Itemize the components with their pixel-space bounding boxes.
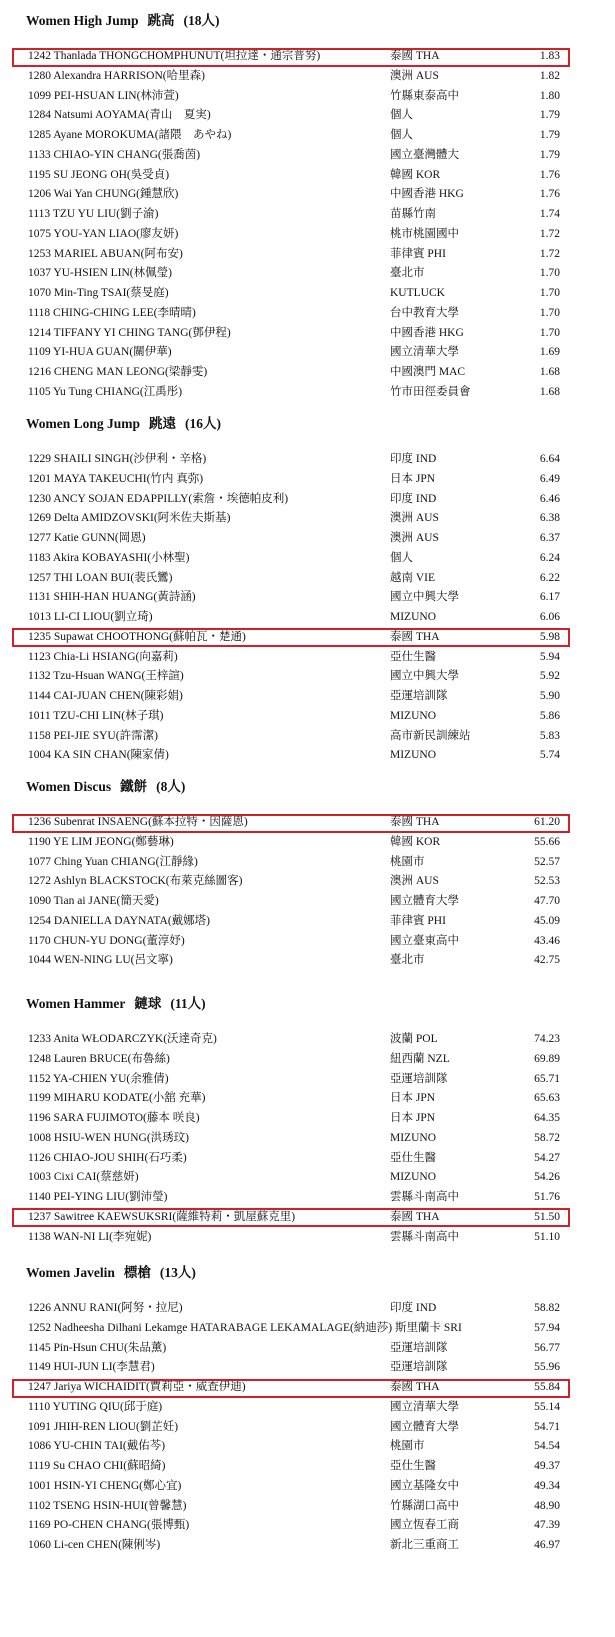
athlete-team: 泰國 THA [390, 630, 440, 643]
athlete-name: 1237 Sawitree KAEWSUKSRI(薩維特莉・凱屋蘇克里) [28, 1210, 296, 1223]
athlete-mark: 65.63 [534, 1092, 560, 1105]
result-row [0, 951, 615, 971]
result-row [0, 1109, 615, 1129]
result-row [0, 932, 615, 952]
result-row [0, 1358, 615, 1378]
athlete-name: 1230 ANCY SOJAN EDAPPILLY(索詹・埃德帕皮利) [28, 492, 289, 505]
result-row-highlighted [0, 813, 615, 833]
athlete-name: 1247 Jariya WICHAIDIT(賈莉亞・威查伊迪) [28, 1381, 246, 1393]
athlete-name: 1201 MAYA TAKEUCHI(竹内 真弥) [28, 472, 204, 485]
athlete-mark: 1.83 [539, 50, 560, 62]
athlete-name: 1113 TZU YU LIU(劉子渝) [28, 208, 159, 220]
athlete-name: 1169 PO-CHEN CHANG(張博甄) [28, 1519, 190, 1532]
result-row [0, 833, 615, 853]
athlete-team: 亞運培訓隊 [390, 690, 448, 702]
result-row [0, 509, 615, 529]
athlete-team: 菲律賓 PHI [390, 914, 446, 927]
athlete-name: 1004 KA SIN CHAN(陳家倩) [28, 749, 169, 762]
athlete-name: 1131 SHIH-HAN HUANG(黃詩涵) [28, 591, 196, 604]
result-row [0, 1437, 615, 1457]
athlete-name: 1105 Yu Tung CHIANG(江禹彤) [28, 385, 183, 398]
athlete-team: 澳洲 AUS [390, 512, 439, 525]
athlete-team: 泰國 THA [390, 1210, 440, 1223]
athlete-team: 日本 JPN [390, 472, 436, 485]
athlete-name: 1118 CHING-CHING LEE(李晴晴) [28, 306, 196, 319]
athlete-team: 雲縣斗南高中 [390, 1230, 459, 1243]
result-row [0, 1398, 615, 1418]
athlete-name: 1229 SHAILI SINGH(沙伊利・辛格) [28, 453, 207, 465]
athlete-team: 國立清華大學 [390, 346, 459, 359]
athlete-team: 澳洲 AUS [390, 875, 439, 888]
heading-title-zh: 鏈球 [134, 996, 162, 1011]
athlete-team: 國立體育大學 [390, 1420, 459, 1433]
athlete-name: 1013 LI-CI LIOU(劉立琦) [28, 611, 153, 623]
athlete-team: MIZUNO [390, 709, 436, 722]
result-row [0, 1536, 615, 1556]
athlete-mark: 55.84 [534, 1381, 560, 1393]
athlete-mark: 48.90 [534, 1499, 560, 1512]
athlete-name: 1152 YA-CHIEN YU(余雅倩) [28, 1072, 169, 1085]
athlete-mark: 1.70 [539, 287, 560, 299]
result-row [0, 1089, 615, 1109]
athlete-name: 1133 CHIAO-YIN CHANG(張喬茵) [28, 148, 201, 161]
result-row-highlighted [0, 1378, 615, 1398]
athlete-mark: 6.46 [539, 492, 560, 505]
athlete-mark: 1.76 [539, 168, 560, 181]
athlete-team: 澳洲 AUS [390, 69, 439, 82]
athlete-name: 1086 YU-CHIN TAI(戴佑芩) [28, 1440, 166, 1453]
athlete-name: 1158 PEI-JIE SYU(許霈潔) [28, 729, 158, 742]
athlete-mark: 74.23 [534, 1033, 560, 1045]
athlete-team: 亞運培訓隊 [390, 1361, 448, 1374]
result-row [0, 1129, 615, 1149]
athlete-name: 1140 PEI-YING LIU(劉沛瑩) [28, 1191, 168, 1203]
result-row [0, 470, 615, 490]
athlete-mark: 1.69 [539, 346, 560, 359]
result-row-highlighted [0, 628, 615, 648]
athlete-team: 亞仕生醫 [390, 1460, 436, 1472]
result-row [0, 1149, 615, 1169]
heading-title-zh: 標槍 [123, 1265, 151, 1280]
athlete-name: 1254 DANIELLA DAYNATA(戴娜塔) [28, 914, 211, 927]
athlete-name: 1183 Akira KOBAYASHI(小林聖) [28, 551, 190, 564]
athlete-name: 1252 Nadheesha Dilhani Lekamge HATARABAGE LEKAMALAGE(納迪莎) 斯里蘭卡 SRI [28, 1321, 462, 1334]
result-row [0, 106, 615, 126]
athlete-name: 1199 MIHARU KODATE(小舘 充華) [28, 1092, 206, 1105]
athlete-mark: 55.14 [534, 1400, 560, 1413]
athlete-name: 1170 CHUN-YU DONG(董淳妤) [28, 934, 185, 947]
athlete-name: 1126 CHIAO-JOU SHIH(石巧柔) [28, 1151, 187, 1164]
athlete-name: 1003 Cixi CAI(蔡慈妍) [28, 1171, 139, 1184]
athlete-team: 雲縣斗南高中 [390, 1191, 459, 1203]
athlete-mark: 61.20 [534, 816, 560, 828]
athlete-mark: 6.37 [539, 532, 560, 544]
heading-title-en: Women Long Jump [26, 416, 141, 431]
heading-title-en: Women Javelin [26, 1265, 115, 1280]
athlete-mark: 52.57 [534, 855, 560, 868]
athlete-name: 1138 WAN-NI LI(李宛妮) [28, 1230, 152, 1243]
heading-count: (16人) [185, 416, 222, 431]
athlete-team: 臺北市 [390, 267, 425, 280]
result-row [0, 1228, 615, 1248]
athlete-mark: 52.53 [534, 875, 560, 888]
athlete-team: 亞仕生醫 [390, 1151, 436, 1164]
athlete-mark: 55.96 [534, 1361, 560, 1374]
heading-title-zh: 跳遠 [149, 416, 177, 431]
athlete-team: 國立體育大學 [390, 895, 459, 907]
athlete-mark: 58.82 [534, 1302, 560, 1314]
athlete-team: 國立清華大學 [390, 1400, 459, 1413]
athlete-team: 國立恆春工商 [390, 1519, 459, 1532]
result-row [0, 912, 615, 932]
athlete-team: 個人 [390, 129, 413, 141]
athlete-mark: 6.64 [539, 453, 560, 465]
athlete-mark: 69.89 [534, 1052, 560, 1065]
result-row-highlighted [0, 47, 615, 67]
athlete-mark: 1.72 [539, 227, 560, 240]
athlete-mark: 46.97 [534, 1539, 560, 1551]
section-heading [26, 993, 215, 1015]
athlete-mark: 1.80 [539, 89, 560, 102]
athlete-name: 1075 YOU-YAN LIAO(廖友妍) [28, 227, 179, 240]
athlete-mark: 1.79 [539, 109, 560, 122]
result-row [0, 146, 615, 166]
athlete-mark: 65.71 [534, 1072, 560, 1085]
athlete-name: 1226 ANNU RANI(阿努・拉尼) [28, 1302, 183, 1314]
athlete-mark: 6.49 [539, 472, 560, 485]
athlete-name: 1123 Chia-Li HSIANG(向嘉莉) [28, 650, 178, 663]
result-row [0, 1050, 615, 1070]
heading-title-en: Women Hammer [26, 996, 126, 1011]
athlete-mark: 1.70 [539, 267, 560, 280]
athlete-mark: 45.09 [534, 914, 560, 927]
athlete-mark: 6.17 [539, 591, 560, 604]
athlete-mark: 55.66 [534, 835, 560, 848]
result-row [0, 707, 615, 727]
athlete-name: 1091 JHIH-REN LIOU(劉芷妊) [28, 1420, 179, 1433]
athlete-name: 1253 MARIEL ABUAN(阿布安) [28, 247, 183, 260]
athlete-mark: 54.27 [534, 1151, 560, 1164]
athlete-mark: 1.70 [539, 306, 560, 319]
athlete-mark: 47.70 [534, 895, 560, 907]
athlete-team: MIZUNO [390, 1131, 436, 1144]
athlete-mark: 5.92 [539, 670, 560, 683]
athlete-mark: 6.24 [539, 551, 560, 564]
athlete-team: MIZUNO [390, 611, 436, 623]
athlete-mark: 5.83 [539, 729, 560, 742]
result-row [0, 529, 615, 549]
result-row [0, 450, 615, 470]
athlete-mark: 1.79 [539, 148, 560, 161]
athlete-name: 1242 Thanlada THONGCHOMPHUNUT(坦拉達・通宗普努) [28, 50, 321, 62]
athlete-name: 1235 Supawat CHOOTHONG(蘇帕瓦・楚通) [28, 630, 246, 643]
athlete-team: MIZUNO [390, 1171, 436, 1184]
athlete-mark: 54.54 [534, 1440, 560, 1453]
athlete-mark: 1.68 [539, 366, 560, 378]
result-row [0, 1339, 615, 1359]
result-row [0, 264, 615, 284]
heading-count: (18人) [183, 13, 220, 28]
result-row [0, 892, 615, 912]
athlete-team: 個人 [390, 109, 413, 122]
athlete-team: 中國香港 HKG [390, 326, 464, 339]
result-row [0, 284, 615, 304]
heading-title-zh: 跳高 [147, 13, 175, 28]
athlete-team: 高市新民訓練站 [390, 729, 471, 742]
athlete-name: 1037 YU-HSIEN LIN(林佩瑩) [28, 267, 172, 280]
result-row [0, 343, 615, 363]
result-row [0, 225, 615, 245]
athlete-mark: 54.26 [534, 1171, 560, 1184]
result-row [0, 166, 615, 186]
result-row [0, 727, 615, 747]
athlete-name: 1272 Ashlyn BLACKSTOCK(布萊克絲圖客) [28, 875, 243, 888]
result-row [0, 126, 615, 146]
athlete-name: 1277 Katie GUNN(岡恩) [28, 532, 146, 544]
athlete-mark: 47.39 [534, 1519, 560, 1532]
section-heading [26, 1262, 205, 1284]
athlete-name: 1090 Tian ai JANE(簡天愛) [28, 895, 159, 907]
heading-title-en: Women Discus [26, 779, 112, 794]
athlete-team: 苗縣竹南 [390, 208, 436, 220]
athlete-mark: 54.71 [534, 1420, 560, 1433]
athlete-name: 1196 SARA FUJIMOTO(藤本 咲良) [28, 1112, 200, 1124]
athlete-team: 竹縣湖口高中 [390, 1499, 459, 1512]
result-row [0, 1030, 615, 1050]
athlete-name: 1001 HSIN-YI CHENG(鄭心宜) [28, 1479, 182, 1492]
athlete-mark: 1.76 [539, 188, 560, 201]
athlete-name: 1044 WEN-NING LU(呂文寧) [28, 954, 173, 967]
athlete-team: 國立臺灣體大 [390, 148, 459, 161]
result-row [0, 205, 615, 225]
athlete-mark: 43.46 [534, 934, 560, 947]
athlete-team: 國立基隆女中 [390, 1479, 459, 1492]
athlete-name: 1284 Natsumi AOYAMA(青山 夏実) [28, 109, 211, 122]
result-row [0, 588, 615, 608]
athlete-team: 印度 IND [390, 1302, 437, 1314]
athlete-name: 1190 YE LIM JEONG(鄭藝琳) [28, 835, 174, 848]
athlete-team: 印度 IND [390, 453, 437, 465]
athlete-team: 桃市桃園國中 [390, 227, 459, 240]
athlete-team: 國立中興大學 [390, 670, 459, 683]
result-row [0, 67, 615, 87]
result-row [0, 872, 615, 892]
result-row [0, 1188, 615, 1208]
result-row [0, 1418, 615, 1438]
athlete-team: 泰國 THA [390, 50, 440, 62]
athlete-team: 印度 IND [390, 492, 437, 505]
section-heading [26, 413, 230, 435]
athlete-mark: 1.72 [539, 247, 560, 260]
athlete-name: 1233 Anita WŁODARCZYK(沃達奇克) [28, 1033, 217, 1045]
result-row [0, 1319, 615, 1339]
athlete-name: 1285 Ayane MOROKUMA(諸隈 あやね) [28, 129, 232, 141]
athlete-team: 亞運培訓隊 [390, 1072, 448, 1085]
result-row [0, 549, 615, 569]
result-row [0, 1070, 615, 1090]
athlete-mark: 1.82 [539, 69, 560, 82]
heading-title-en: Women High Jump [26, 13, 139, 28]
result-row [0, 324, 615, 344]
result-row [0, 383, 615, 403]
athlete-mark: 49.34 [534, 1479, 560, 1492]
result-row [0, 1299, 615, 1319]
athlete-mark: 1.68 [539, 385, 560, 398]
athlete-team: 台中教育大學 [390, 306, 459, 319]
athlete-mark: 56.77 [534, 1341, 560, 1354]
result-row [0, 1168, 615, 1188]
athlete-name: 1070 Min-Ting TSAI(蔡旻庭) [28, 287, 169, 299]
athlete-mark: 51.10 [534, 1230, 560, 1243]
athlete-name: 1216 CHENG MAN LEONG(梁靜雯) [28, 366, 208, 378]
heading-count: (11人) [170, 996, 206, 1011]
athlete-team: 波蘭 POL [390, 1033, 438, 1045]
athlete-team: 桃園市 [390, 855, 425, 868]
athlete-team: 中國香港 HKG [390, 188, 464, 201]
athlete-name: 1257 THI LOAN BUI(裴氏鸞) [28, 571, 173, 584]
athlete-mark: 1.70 [539, 326, 560, 339]
athlete-mark: 58.72 [534, 1131, 560, 1144]
athlete-mark: 5.94 [539, 650, 560, 663]
heading-count: (13人) [159, 1265, 196, 1280]
result-row [0, 608, 615, 628]
athlete-team: 泰國 THA [390, 1381, 440, 1393]
athlete-name: 1060 Li-cen CHEN(陳俐岑) [28, 1539, 161, 1551]
athlete-mark: 51.76 [534, 1191, 560, 1203]
athlete-team: 竹縣東泰高中 [390, 89, 459, 102]
athlete-name: 1144 CAI-JUAN CHEN(陳彩娟) [28, 690, 183, 702]
athlete-team: 紐西蘭 NZL [390, 1052, 450, 1065]
athlete-mark: 1.79 [539, 129, 560, 141]
athlete-team: 國立中興大學 [390, 591, 459, 604]
result-row [0, 87, 615, 107]
athlete-mark: 6.38 [539, 512, 560, 525]
athlete-name: 1109 YI-HUA GUAN(關伊華) [28, 346, 172, 359]
athlete-mark: 5.86 [539, 709, 560, 722]
athlete-name: 1149 HUI-JUN LI(李慧君) [28, 1361, 155, 1374]
result-row [0, 1497, 615, 1517]
athlete-team: 桃園市 [390, 1440, 425, 1453]
athlete-name: 1206 Wai Yan CHUNG(鍾慧欣) [28, 188, 179, 201]
athlete-mark: 5.90 [539, 690, 560, 702]
result-row [0, 363, 615, 383]
section-heading [26, 776, 194, 798]
result-row [0, 185, 615, 205]
result-row [0, 490, 615, 510]
athlete-name: 1077 Ching Yuan CHIANG(江靜緣) [28, 855, 198, 868]
athlete-name: 1011 TZU-CHI LIN(林子琪) [28, 709, 164, 722]
athlete-team: 中國澳門 MAC [390, 366, 466, 378]
athlete-team: 竹市田徑委員會 [390, 385, 471, 398]
athlete-name: 1280 Alexandra HARRISON(哈里森) [28, 69, 205, 82]
athlete-mark: 6.22 [539, 571, 560, 584]
athlete-team: 韓國 KOR [390, 835, 441, 848]
athlete-mark: 5.74 [539, 749, 560, 762]
result-row [0, 1516, 615, 1536]
result-row [0, 1457, 615, 1477]
athlete-team: 澳洲 AUS [390, 532, 439, 544]
athlete-team: 韓國 KOR [390, 168, 441, 181]
athlete-team: KUTLUCK [390, 287, 445, 299]
heading-title-zh: 鐵餅 [120, 779, 148, 794]
athlete-team: 新北三重商工 [390, 1539, 459, 1551]
athlete-mark: 57.94 [534, 1321, 560, 1334]
athlete-name: 1102 TSENG HSIN-HUI(曾馨慧) [28, 1499, 187, 1512]
athlete-name: 1110 YUTING QIU(邱于庭) [28, 1400, 163, 1413]
section-heading [26, 10, 229, 32]
result-row [0, 648, 615, 668]
athlete-team: 日本 JPN [390, 1112, 436, 1124]
result-row [0, 687, 615, 707]
athlete-name: 1008 HSIU-WEN HUNG(洪琇玟) [28, 1131, 189, 1144]
result-row [0, 569, 615, 589]
athlete-name: 1195 SU JEONG OH(吳受貞) [28, 168, 170, 181]
athlete-name: 1214 TIFFANY YI CHING TANG(鄧伊程) [28, 326, 231, 339]
athlete-team: 泰國 THA [390, 816, 440, 828]
result-row [0, 746, 615, 766]
athlete-team: 亞仕生醫 [390, 650, 436, 663]
athlete-name: 1119 Su CHAO CHI(蘇昭綺) [28, 1460, 166, 1472]
result-row [0, 853, 615, 873]
athlete-mark: 42.75 [534, 954, 560, 967]
athlete-team: 國立臺東高中 [390, 934, 459, 947]
athlete-team: 日本 JPN [390, 1092, 436, 1105]
athlete-mark: 49.37 [534, 1460, 560, 1472]
heading-count: (8人) [156, 779, 186, 794]
athlete-mark: 1.74 [539, 208, 560, 220]
athlete-mark: 6.06 [539, 611, 560, 623]
athlete-team: 臺北市 [390, 954, 425, 967]
athlete-mark: 51.50 [534, 1210, 560, 1223]
result-row [0, 245, 615, 265]
athlete-team: 個人 [390, 551, 413, 564]
athlete-name: 1236 Subenrat INSAENG(蘇本拉特・因薩恩) [28, 816, 248, 828]
athlete-name: 1099 PEI-HSUAN LIN(林沛萱) [28, 89, 179, 102]
athlete-name: 1269 Delta AMIDZOVSKI(阿米佐夫斯基) [28, 512, 231, 525]
athlete-team: 菲律賓 PHI [390, 247, 446, 260]
athlete-team: MIZUNO [390, 749, 436, 762]
athlete-name: 1145 Pin-Hsun CHU(朱品薰) [28, 1341, 167, 1354]
result-row [0, 667, 615, 687]
athlete-name: 1132 Tzu-Hsuan WANG(王梓諠) [28, 670, 184, 683]
athlete-team: 亞運培訓隊 [390, 1341, 448, 1354]
athlete-team: 越南 VIE [390, 571, 436, 584]
result-row [0, 304, 615, 324]
athlete-mark: 64.35 [534, 1112, 560, 1124]
athlete-name: 1248 Lauren BRUCE(布魯絲) [28, 1052, 170, 1065]
result-row [0, 1477, 615, 1497]
result-row-highlighted [0, 1208, 615, 1228]
athlete-mark: 5.98 [539, 630, 560, 643]
